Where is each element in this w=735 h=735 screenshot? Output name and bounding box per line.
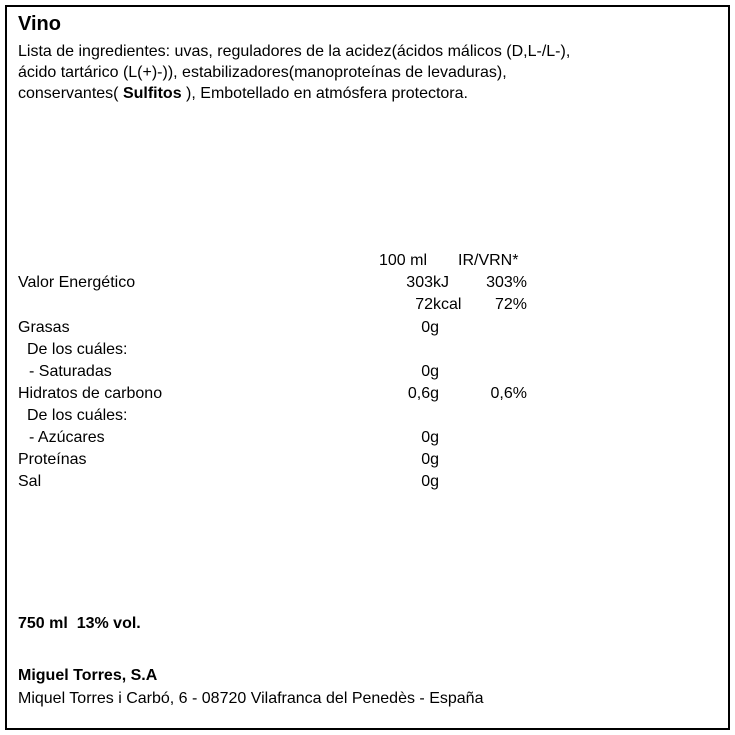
nutrient-unit: kJ — [433, 274, 449, 291]
nutrition-row — [7, 272, 728, 294]
ingredients-line-3-pre: conservantes( — [18, 85, 123, 102]
nutrient-ir: 303% — [486, 274, 527, 291]
nutrient-name: De los cuáles: — [27, 407, 128, 424]
nutrition-row — [7, 383, 728, 405]
nutrient-name: - Azúcares — [29, 429, 105, 446]
nutrient-unit: kcal — [433, 296, 462, 313]
allergen-sulfitos: Sulfitos — [122, 85, 182, 102]
column-header-ir: IR/VRN* — [458, 252, 519, 269]
nutrient-value: 0,6g — [407, 385, 439, 402]
column-header-per-100ml: 100 ml — [379, 252, 428, 269]
ingredients-line-2: ácido tartárico (L(+)-)), estabilizadores(manoproteínas de levaduras), — [18, 64, 507, 81]
ingredients-line-3 — [18, 83, 718, 104]
nutrient-name: Hidratos de carbono — [18, 385, 163, 402]
nutrition-header — [7, 250, 728, 272]
nutrient-value: 0g — [421, 319, 439, 336]
nutrition-row — [7, 405, 728, 427]
ingredients-line-3-post: ), Embotellado en atmósfera protectora. — [181, 85, 468, 102]
nutrient-name: Sal — [18, 473, 42, 490]
product-title: Vino — [18, 13, 61, 35]
nutrient-ir: 0,6% — [490, 385, 527, 402]
nutrient-name: De los cuáles: — [27, 341, 128, 358]
company-address: Miquel Torres i Carbó, 6 - 08720 Vilafranca del Penedès - España — [18, 690, 484, 707]
nutrient-name: Valor Energético — [18, 274, 136, 291]
ingredients-line-1: Lista de ingredientes: uvas, reguladores de la acidez(ácidos málicos (D,L-/L-), — [18, 43, 571, 60]
nutrient-name: - Saturadas — [29, 363, 112, 380]
nutrient-name: Proteínas — [18, 451, 87, 468]
nutrition-label — [5, 5, 730, 730]
nutrition-row — [7, 317, 728, 339]
nutrient-value: 0g — [421, 451, 439, 468]
nutrition-row — [7, 471, 728, 493]
nutrient-value: 0g — [421, 473, 439, 490]
volume-alcohol: 750 ml 13% vol. — [18, 615, 141, 632]
nutrient-value: 0g — [421, 363, 439, 380]
nutrient-ir: 72% — [494, 296, 527, 313]
nutrition-row — [7, 427, 728, 449]
company-name: Miguel Torres, S.A — [18, 667, 158, 684]
nutrient-value: 303 — [406, 274, 433, 291]
nutrient-name: Grasas — [18, 319, 70, 336]
nutrition-row — [7, 294, 728, 316]
nutrition-row — [7, 449, 728, 471]
nutrition-row — [7, 339, 728, 361]
nutrient-value: 72 — [415, 296, 433, 313]
nutrition-row — [7, 361, 728, 383]
ingredients-text — [18, 41, 718, 104]
nutrient-value: 0g — [421, 429, 439, 446]
